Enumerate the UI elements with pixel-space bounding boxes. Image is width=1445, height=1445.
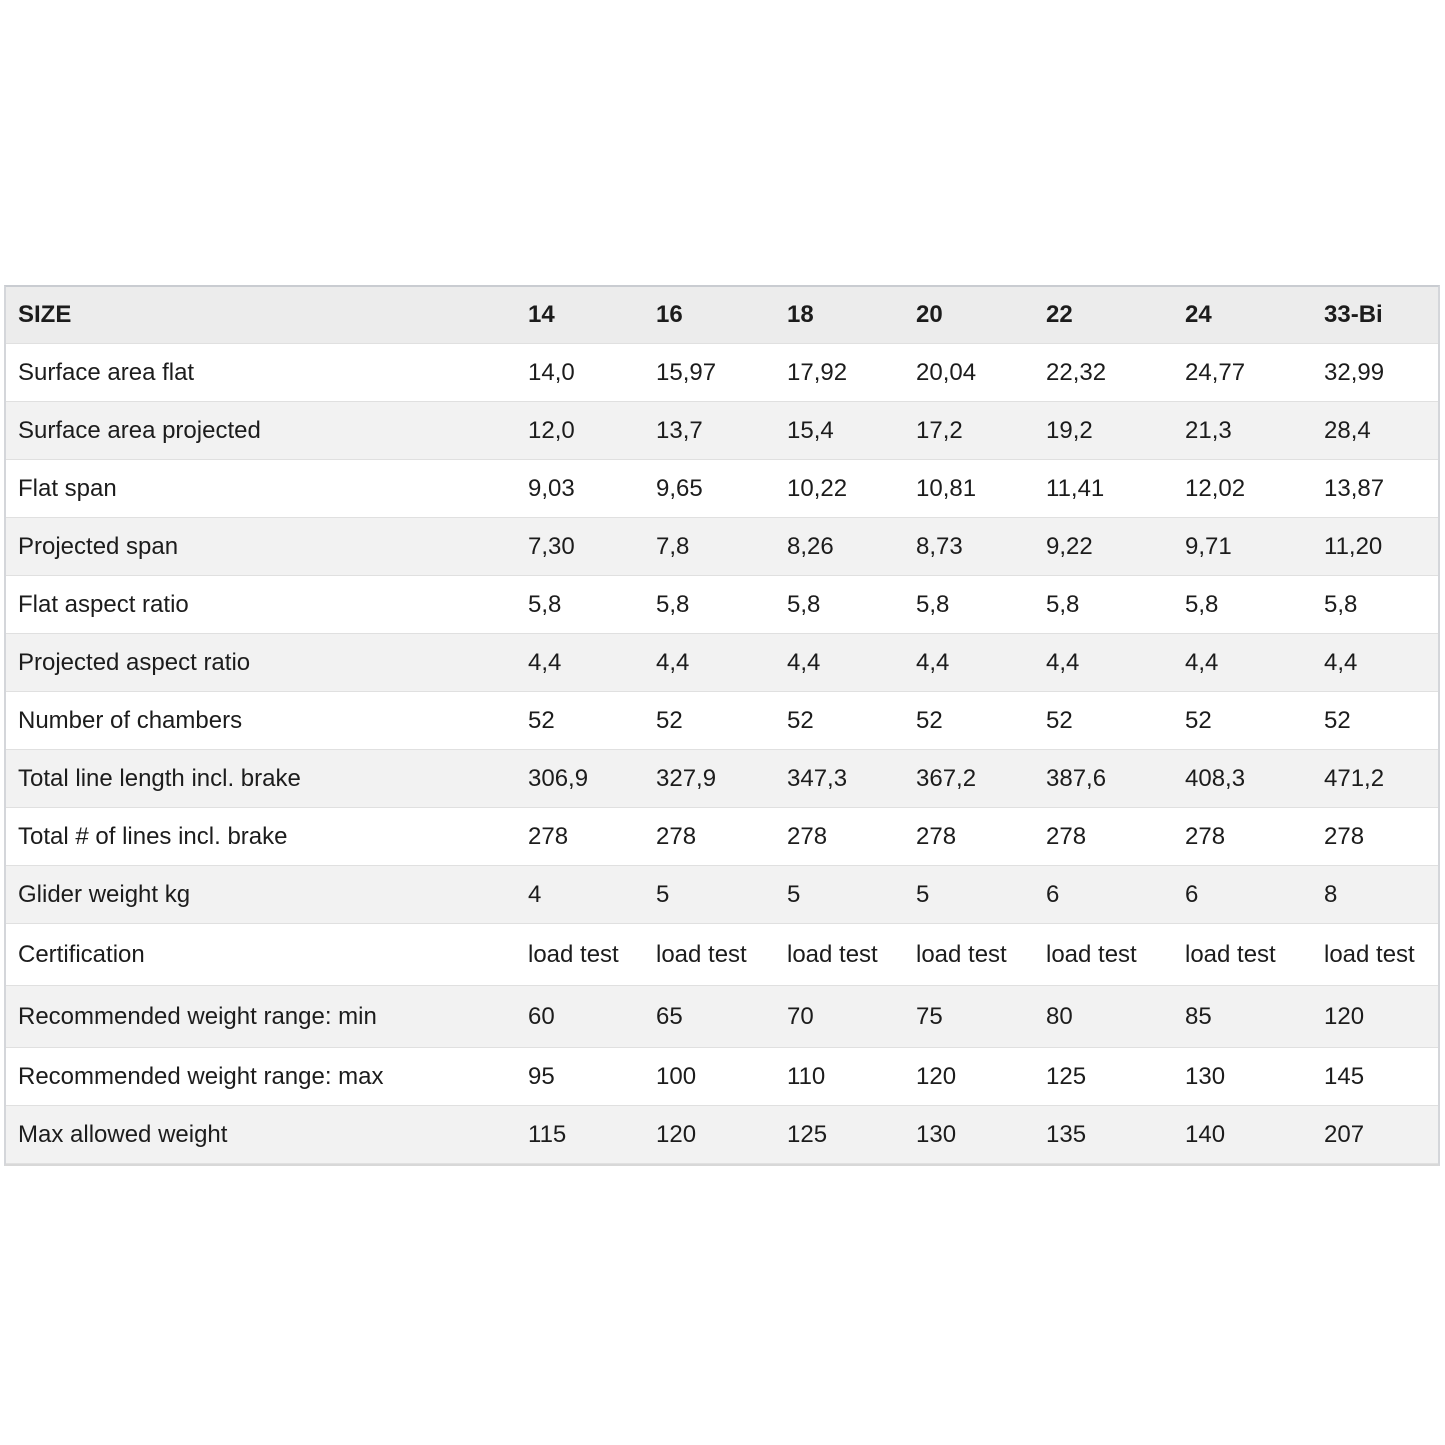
table-cell: 12,02 [1173,460,1312,518]
table-cell: 8,73 [904,518,1034,576]
table-cell: 408,3 [1173,750,1312,808]
table-cell: 4,4 [1312,634,1438,692]
table-cell: 4,4 [1034,634,1173,692]
row-label: Glider weight kg [6,866,516,924]
table-row [6,808,1438,866]
table-cell: 17,92 [775,344,904,402]
table-cell: 52 [644,692,775,750]
table-cell: 60 [516,986,644,1048]
table-cell: 52 [516,692,644,750]
table-row [6,692,1438,750]
table-cell: 6 [1034,866,1173,924]
table-cell: load test [644,924,775,986]
table-row [6,576,1438,634]
table-cell: 6 [1173,866,1312,924]
table-cell: load test [516,924,644,986]
table-row [6,518,1438,576]
table-cell: 130 [1173,1048,1312,1106]
header-cell-16: 16 [644,287,775,344]
table-cell: 52 [904,692,1034,750]
table-cell: load test [1034,924,1173,986]
table-cell: 20,04 [904,344,1034,402]
table-row [6,750,1438,808]
table-row [6,402,1438,460]
table-cell: 4,4 [904,634,1034,692]
table-cell: 70 [775,986,904,1048]
table-cell: 278 [775,808,904,866]
table-cell: 135 [1034,1106,1173,1164]
row-label: Flat aspect ratio [6,576,516,634]
table-cell: 130 [904,1106,1034,1164]
table-cell: load test [904,924,1034,986]
table-row [6,634,1438,692]
row-label: Certification [6,924,516,986]
spec-table [6,287,1438,1164]
row-label: Recommended weight range: min [6,986,516,1048]
table-cell: 120 [904,1048,1034,1106]
table-body [6,344,1438,1164]
table-cell: 5,8 [775,576,904,634]
table-cell: 140 [1173,1106,1312,1164]
table-cell: 5 [644,866,775,924]
header-cell-33-bi: 33-Bi [1312,287,1438,344]
table-row [6,1048,1438,1106]
table-cell: 278 [1034,808,1173,866]
table-cell: 327,9 [644,750,775,808]
table-cell: 15,97 [644,344,775,402]
table-cell: 7,8 [644,518,775,576]
table-row [6,924,1438,986]
table-cell: 5 [904,866,1034,924]
header-cell-24: 24 [1173,287,1312,344]
table-cell: 80 [1034,986,1173,1048]
table-cell: 4,4 [644,634,775,692]
table-cell: 278 [516,808,644,866]
table-cell: 9,71 [1173,518,1312,576]
table-cell: 471,2 [1312,750,1438,808]
table-cell: 10,81 [904,460,1034,518]
table-cell: 306,9 [516,750,644,808]
table-cell: 24,77 [1173,344,1312,402]
table-cell: 11,20 [1312,518,1438,576]
table-cell: 367,2 [904,750,1034,808]
table-cell: 85 [1173,986,1312,1048]
table-cell: 120 [644,1106,775,1164]
table-cell: 10,22 [775,460,904,518]
table-cell: 12,0 [516,402,644,460]
table-cell: 7,30 [516,518,644,576]
table-cell: 13,7 [644,402,775,460]
row-label: Surface area projected [6,402,516,460]
table-cell: 75 [904,986,1034,1048]
table-cell: 52 [1034,692,1173,750]
table-cell: 8,26 [775,518,904,576]
table-cell: 115 [516,1106,644,1164]
table-cell: 5,8 [644,576,775,634]
table-cell: 32,99 [1312,344,1438,402]
table-cell: 5 [775,866,904,924]
table-cell: 11,41 [1034,460,1173,518]
table-cell: 5,8 [1173,576,1312,634]
spec-table-container [4,285,1440,1166]
table-cell: 9,65 [644,460,775,518]
row-label: Surface area flat [6,344,516,402]
table-cell: 278 [1173,808,1312,866]
table-cell: load test [1312,924,1438,986]
table-cell: 4,4 [1173,634,1312,692]
table-cell: 14,0 [516,344,644,402]
table-cell: 278 [644,808,775,866]
table-cell: 125 [1034,1048,1173,1106]
table-cell: 22,32 [1034,344,1173,402]
header-cell-18: 18 [775,287,904,344]
table-cell: 95 [516,1048,644,1106]
row-label: Total # of lines incl. brake [6,808,516,866]
table-cell: 4,4 [775,634,904,692]
table-row [6,986,1438,1048]
table-cell: load test [1173,924,1312,986]
table-cell: 145 [1312,1048,1438,1106]
table-cell: 21,3 [1173,402,1312,460]
table-cell: 207 [1312,1106,1438,1164]
table-cell: 65 [644,986,775,1048]
table-row [6,344,1438,402]
table-row [6,1106,1438,1164]
table-cell: 19,2 [1034,402,1173,460]
table-cell: 9,22 [1034,518,1173,576]
table-cell: 15,4 [775,402,904,460]
row-label: Number of chambers [6,692,516,750]
table-cell: 52 [1312,692,1438,750]
row-label: Flat span [6,460,516,518]
table-cell: 13,87 [1312,460,1438,518]
table-cell: 347,3 [775,750,904,808]
row-label: Max allowed weight [6,1106,516,1164]
header-cell-22: 22 [1034,287,1173,344]
table-cell: 110 [775,1048,904,1106]
table-cell: 278 [904,808,1034,866]
table-cell: 52 [1173,692,1312,750]
table-cell: 5,8 [904,576,1034,634]
table-cell: 120 [1312,986,1438,1048]
header-cell-14: 14 [516,287,644,344]
row-label: Projected span [6,518,516,576]
table-cell: 5,8 [1034,576,1173,634]
row-label: Projected aspect ratio [6,634,516,692]
table-cell: 387,6 [1034,750,1173,808]
table-cell: 5,8 [1312,576,1438,634]
table-cell: 4 [516,866,644,924]
table-row [6,460,1438,518]
row-label: Total line length incl. brake [6,750,516,808]
table-cell: 8 [1312,866,1438,924]
table-cell: 278 [1312,808,1438,866]
table-cell: 52 [775,692,904,750]
table-row [6,866,1438,924]
table-cell: load test [775,924,904,986]
table-cell: 9,03 [516,460,644,518]
table-cell: 28,4 [1312,402,1438,460]
table-cell: 5,8 [516,576,644,634]
table-header-row [6,287,1438,344]
table-cell: 17,2 [904,402,1034,460]
table-cell: 4,4 [516,634,644,692]
header-cell-20: 20 [904,287,1034,344]
row-label: Recommended weight range: max [6,1048,516,1106]
table-cell: 100 [644,1048,775,1106]
header-cell-size: SIZE [6,287,516,344]
table-cell: 125 [775,1106,904,1164]
